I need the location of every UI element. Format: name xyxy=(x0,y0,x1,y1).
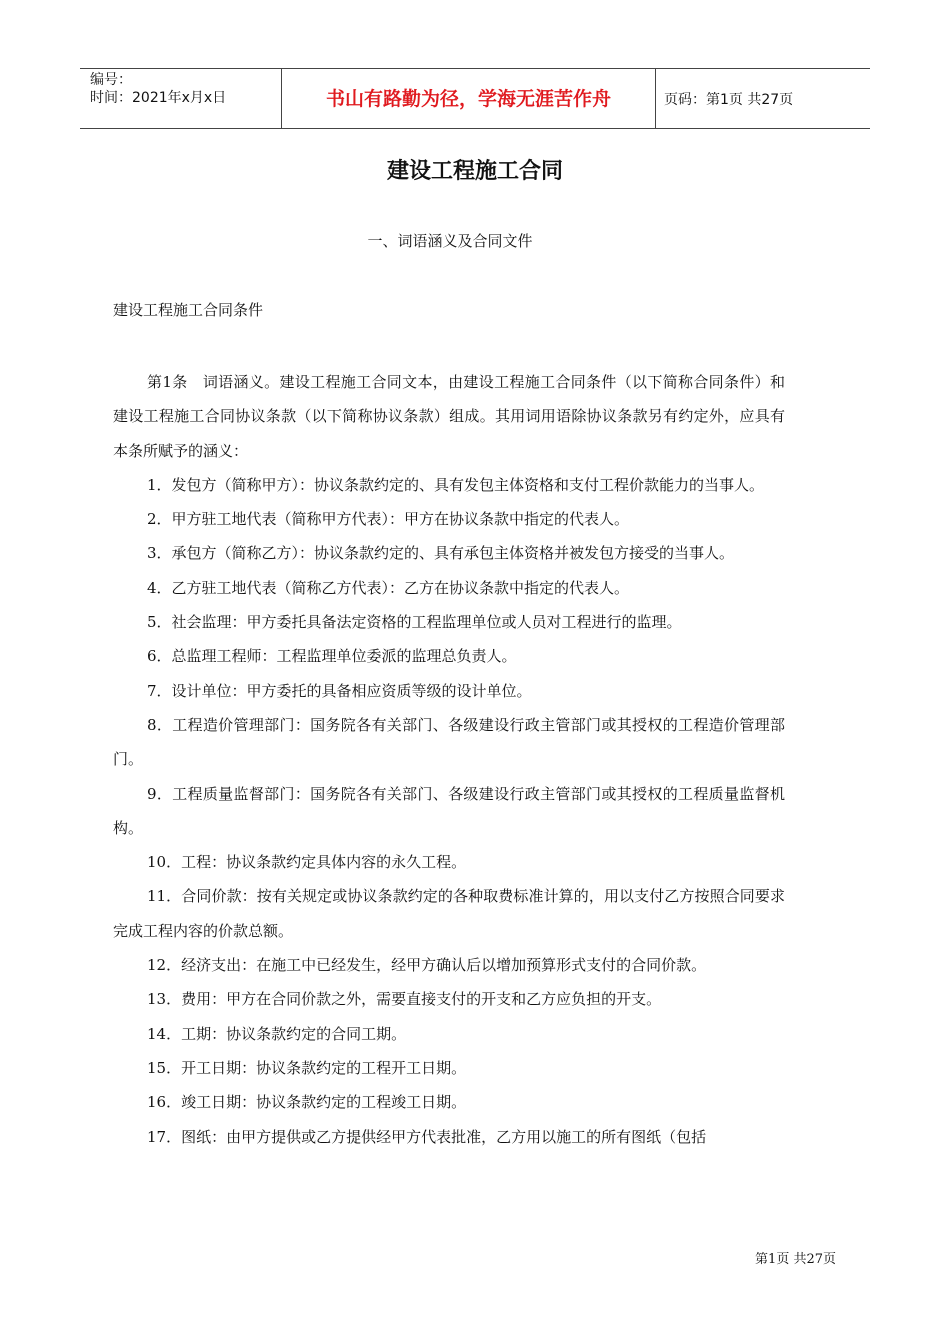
paragraph-item-7: 7．设计单位：甲方委托的具备相应资质等级的设计单位。 xyxy=(147,681,532,700)
footer-page-info: 第1页 共27页 xyxy=(755,1252,836,1267)
paragraph-article-1: 第1条 词语涵义。建设工程施工合同文本，由建设工程施工合同条件（以下简称合同条件）和建设工程施工合同协议条款（以下简称协议条款）组成。其用词用语除协议条款另有约定外，应具有本条所赋予的涵义： xyxy=(113,373,785,460)
document-body xyxy=(113,365,785,1154)
paragraph-item-3: 3．承包方（简称乙方）：协议条款约定的、具有承包主体资格并被发包方接受的当事人。 xyxy=(147,544,735,563)
header-motto: 书山有路勤为径，学海无涯苦作舟 xyxy=(325,88,611,110)
header-divider-right xyxy=(655,68,656,129)
paragraph-item-17: 17．图纸：由甲方提供或乙方提供经甲方代表批准，乙方用以施工的所有图纸（包括 xyxy=(147,1127,707,1146)
paragraph-item-8: 8．工程造价管理部门：国务院各有关部门、各级建设行政主管部门或其授权的工程造价管理部门。 xyxy=(113,715,785,769)
header-rule-bottom xyxy=(80,128,870,129)
paragraph-item-14: 14．工期：协议条款约定的合同工期。 xyxy=(147,1024,407,1043)
paragraph-item-5: 5．社会监理：甲方委托具备法定资格的工程监理单位或人员对工程进行的监理。 xyxy=(147,613,682,632)
document-number-label: 编号： xyxy=(90,72,132,88)
subheading: 建设工程施工合同条件 xyxy=(113,301,264,319)
paragraph-item-6: 6．总监理工程师：工程监理单位委派的监理总负责人。 xyxy=(147,647,517,666)
header-rule-top xyxy=(80,68,870,69)
paragraph-item-16: 16．竣工日期：协议条款约定的工程竣工日期。 xyxy=(147,1093,467,1112)
paragraph-item-13: 13．费用：甲方在合同价款之外，需要直接支付的开支和乙方应负担的开支。 xyxy=(147,990,662,1009)
header-page-info: 页码：第1页 共27页 xyxy=(664,92,794,108)
paragraph-item-2: 2．甲方驻工地代表（简称甲方代表）：甲方在协议条款中指定的代表人。 xyxy=(147,510,630,529)
paragraph-item-1: 1．发包方（简称甲方）：协议条款约定的、具有发包主体资格和支付工程价款能力的当事人。 xyxy=(147,475,765,494)
section-heading-text: 一、词语涵义及合同文件 xyxy=(367,232,533,250)
section-heading xyxy=(0,230,900,251)
paragraph-item-15: 15．开工日期：协议条款约定的工程开工日期。 xyxy=(147,1058,467,1077)
paragraph-item-10: 10．工程：协议条款约定具体内容的永久工程。 xyxy=(147,853,467,872)
paragraph-item-12: 12．经济支出：在施工中已经发生，经甲方确认后以增加预算形式支付的合同价款。 xyxy=(147,956,707,975)
document-title: 建设工程施工合同 xyxy=(386,159,563,184)
paragraph-item-11: 11．合同价款：按有关规定或协议条款约定的各种取费标准计算的，用以支付乙方按照合同要求完成工程内容的价款总额。 xyxy=(113,887,785,940)
paragraph-item-9: 9．工程质量监督部门：国务院各有关部门、各级建设行政主管部门或其授权的工程质量监督机构。 xyxy=(113,784,785,837)
header-meta xyxy=(90,71,226,107)
document-date: 时间：2021年x月x日 xyxy=(90,90,227,106)
paragraph-item-4: 4．乙方驻工地代表（简称乙方代表）：乙方在协议条款中指定的代表人。 xyxy=(147,578,630,597)
